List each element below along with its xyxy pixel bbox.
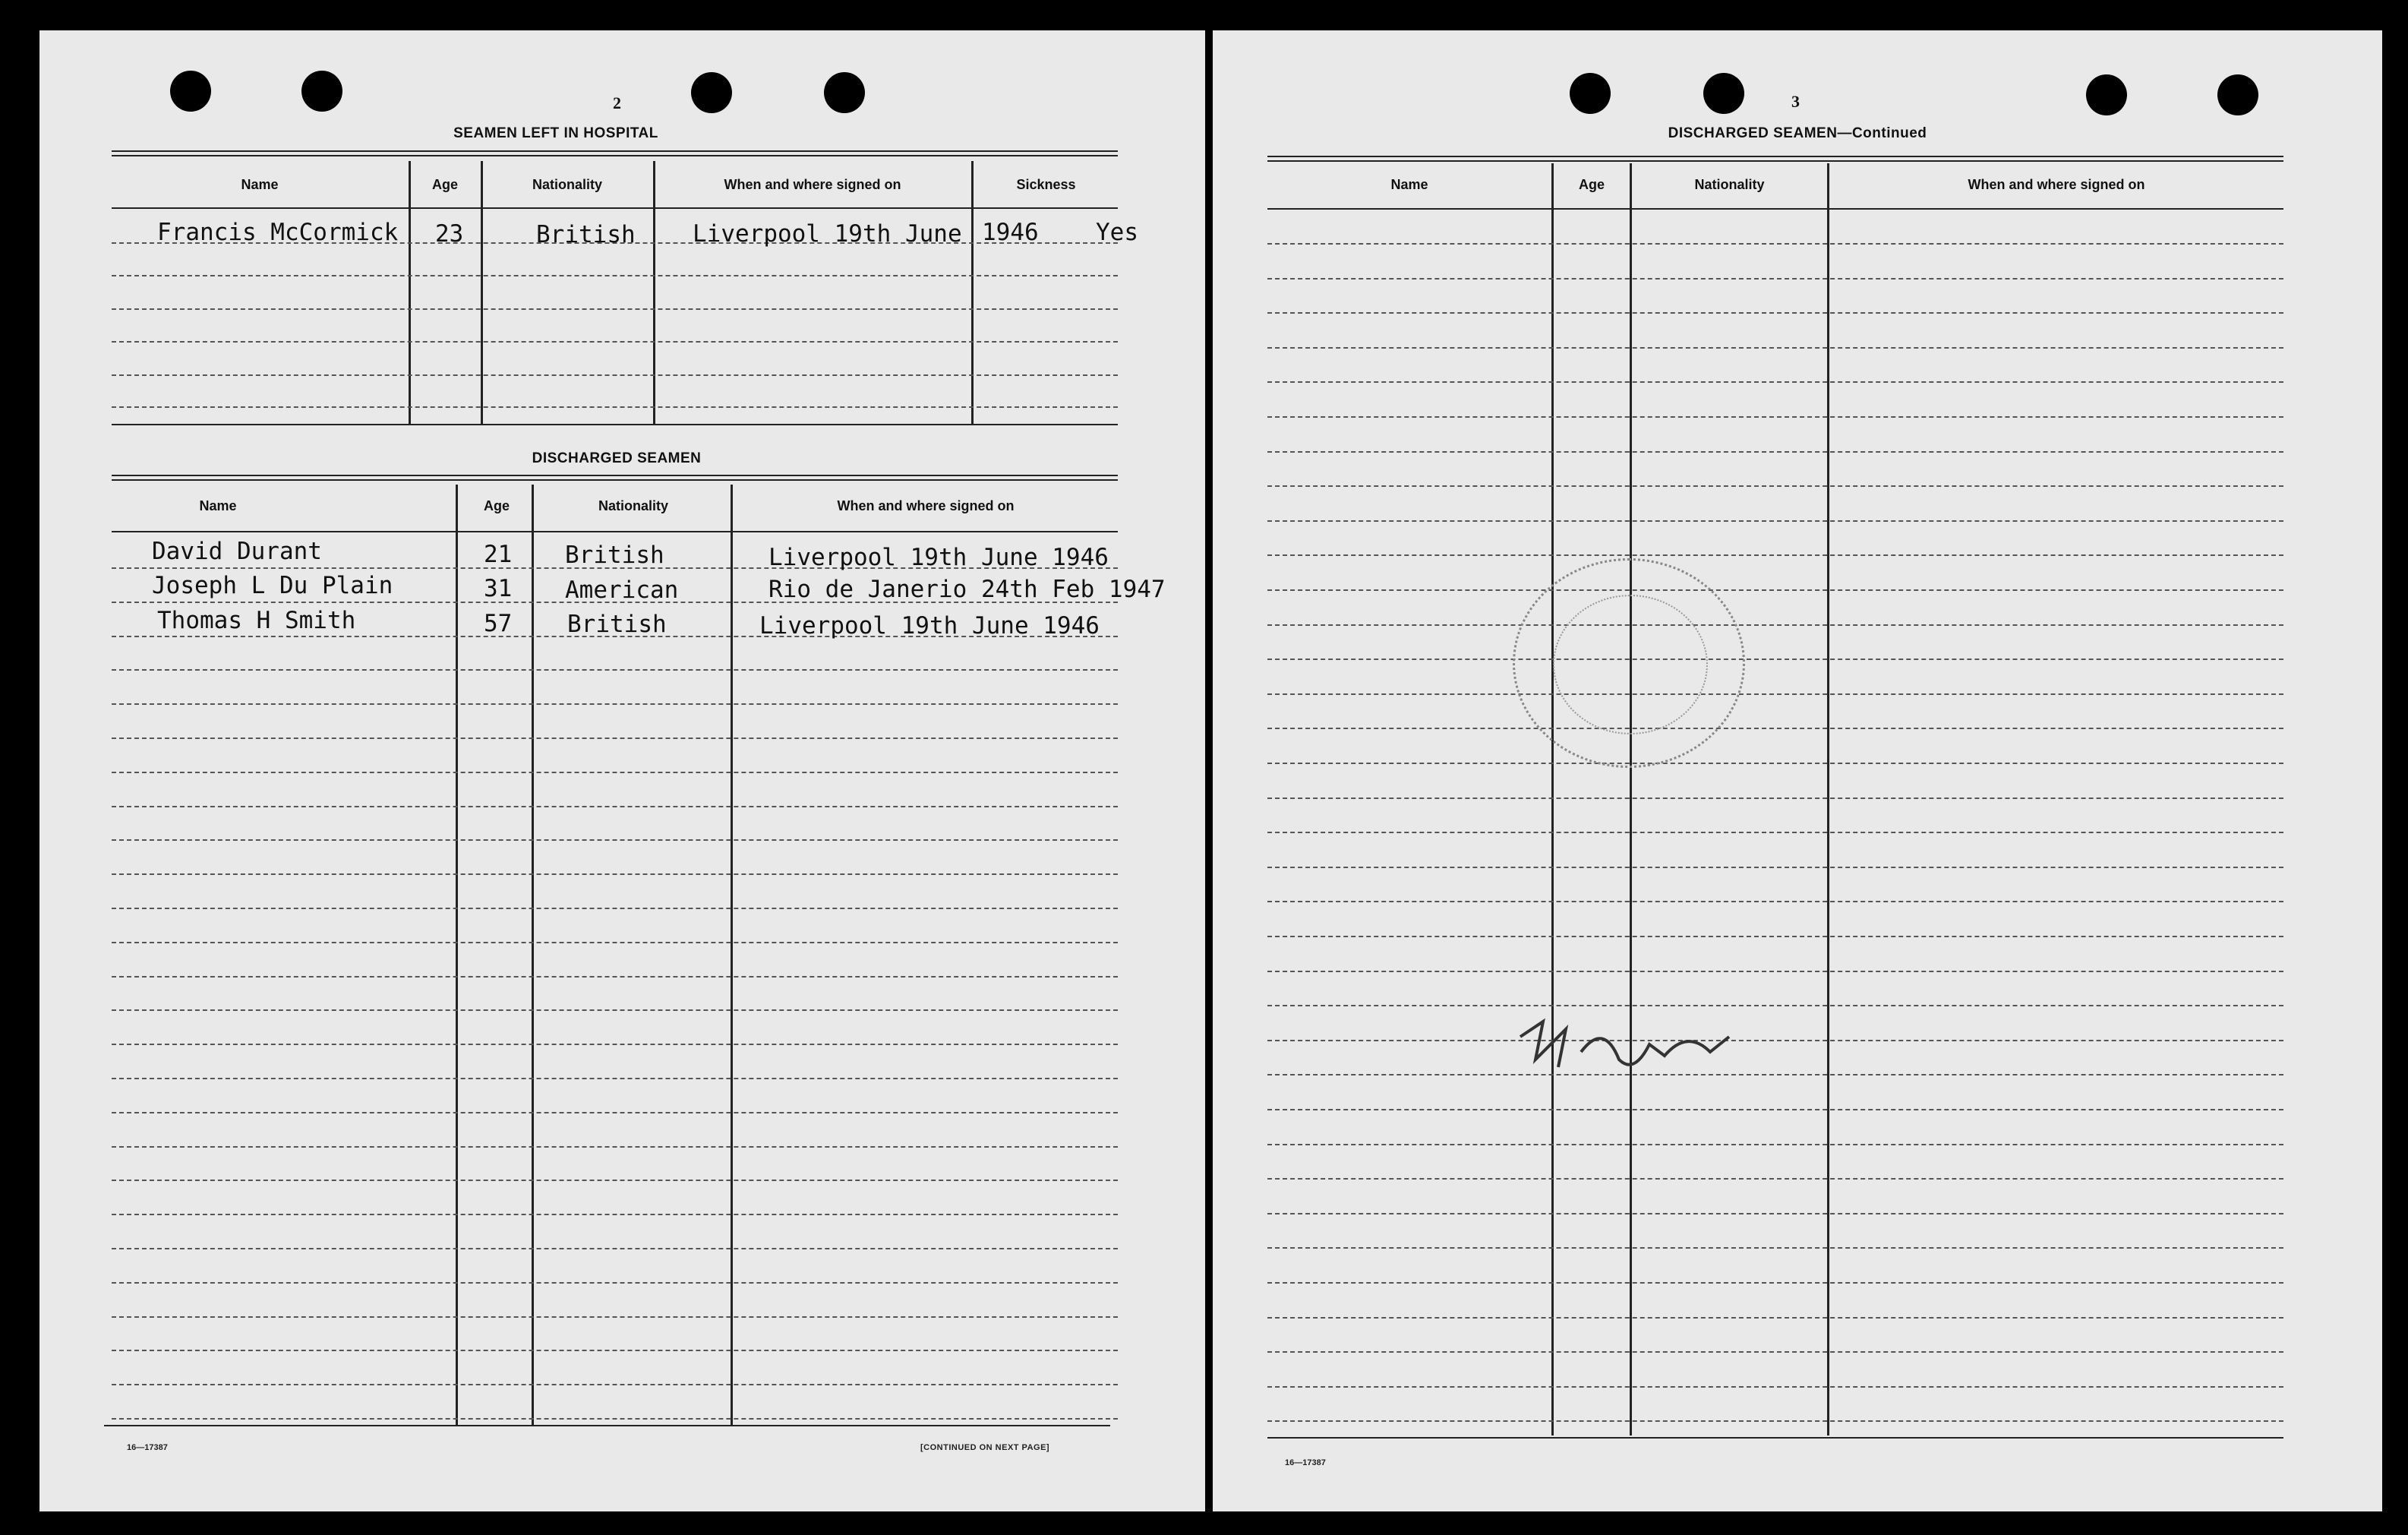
punch-hole bbox=[2217, 74, 2258, 115]
row-line bbox=[112, 1350, 1118, 1351]
row-line bbox=[1267, 243, 2283, 245]
row-line bbox=[1267, 763, 2283, 764]
column-divider bbox=[481, 161, 483, 425]
row-line bbox=[1267, 1109, 2283, 1110]
column-divider bbox=[409, 161, 411, 425]
row-line bbox=[112, 1384, 1118, 1385]
row-line bbox=[112, 873, 1118, 875]
page-number: 3 bbox=[1791, 92, 1800, 111]
hospital-row-name: Francis McCormick bbox=[157, 219, 399, 246]
col-header-age: Age bbox=[483, 498, 510, 513]
discharged-row-name: David Durant bbox=[152, 538, 322, 565]
discharged-row-name: Joseph L Du Plain bbox=[152, 572, 393, 599]
discharged-row-nationality: British bbox=[567, 611, 667, 638]
row-line bbox=[1267, 381, 2283, 383]
row-line bbox=[1267, 554, 2283, 556]
col-header-sickness: Sickness bbox=[1016, 177, 1076, 192]
row-line bbox=[1267, 589, 2283, 591]
discharged-row-name: Thomas H Smith bbox=[157, 607, 356, 634]
right-page bbox=[1213, 30, 2382, 1511]
circular-stamp bbox=[1513, 558, 1745, 768]
row-line bbox=[112, 839, 1118, 841]
column-divider bbox=[1827, 163, 1829, 1436]
punch-hole bbox=[170, 71, 211, 112]
row-line bbox=[112, 1214, 1118, 1215]
row-line bbox=[1267, 1282, 2283, 1284]
col-header-age: Age bbox=[1578, 177, 1605, 192]
row-line bbox=[112, 308, 1118, 310]
row-line bbox=[112, 942, 1118, 943]
discharged-row-signed-on: Liverpool 19th June 1946 bbox=[759, 612, 1100, 640]
row-line bbox=[112, 1009, 1118, 1011]
row-line bbox=[112, 669, 1118, 671]
row-line bbox=[112, 806, 1118, 807]
form-number: 16—17387 bbox=[127, 1443, 168, 1452]
rule bbox=[1267, 160, 2283, 162]
row-line bbox=[112, 275, 1118, 276]
punch-hole bbox=[824, 72, 865, 113]
row-line bbox=[112, 772, 1118, 773]
discharged-row-nationality: British bbox=[565, 542, 664, 569]
rule bbox=[112, 531, 1118, 532]
discharged-row-signed-on: Liverpool 19th June 1946 bbox=[768, 544, 1109, 571]
row-line bbox=[1267, 1351, 2283, 1353]
row-line bbox=[112, 1180, 1118, 1181]
form-number: 16—17387 bbox=[1285, 1458, 1326, 1467]
discharged-row-age: 21 bbox=[484, 541, 513, 568]
rule bbox=[112, 150, 1118, 152]
row-line bbox=[1267, 832, 2283, 833]
hospital-row-signed-on: Liverpool 19th June bbox=[693, 220, 962, 248]
column-divider bbox=[971, 161, 974, 425]
row-line bbox=[1267, 1247, 2283, 1249]
discharged-cont-title bbox=[1623, 125, 1972, 142]
column-divider bbox=[653, 161, 655, 425]
row-line bbox=[1267, 312, 2283, 314]
discharged-row-signed-on: Rio de Janerio 24th Feb 1947 bbox=[768, 576, 1166, 603]
col-header-age: Age bbox=[431, 177, 458, 192]
hospital-row-sickness-extra: Yes bbox=[1096, 219, 1138, 246]
punch-hole bbox=[1703, 73, 1744, 114]
row-line bbox=[112, 976, 1118, 978]
discharged-row-age: 31 bbox=[484, 575, 513, 602]
row-line bbox=[112, 1146, 1118, 1148]
row-line bbox=[1267, 1144, 2283, 1145]
row-line bbox=[1267, 901, 2283, 902]
row-line bbox=[112, 1044, 1118, 1045]
hospital-row-sickness: 1946 bbox=[982, 219, 1039, 246]
row-line bbox=[1267, 1317, 2283, 1319]
rule bbox=[104, 1425, 1110, 1426]
row-line bbox=[1267, 867, 2283, 868]
row-line bbox=[112, 1316, 1118, 1318]
discharged-section-title: DISCHARGED SEAMEN bbox=[532, 450, 702, 466]
continued-note: [CONTINUED ON NEXT PAGE] bbox=[920, 1443, 1050, 1452]
row-line bbox=[1267, 798, 2283, 799]
row-line bbox=[112, 1112, 1118, 1113]
discharged-cont-title-main: DISCHARGED SEAMEN bbox=[1668, 125, 1838, 141]
handwritten-signature bbox=[1513, 1006, 1741, 1075]
row-line bbox=[112, 1248, 1118, 1249]
row-line bbox=[1267, 971, 2283, 972]
row-line bbox=[1267, 1213, 2283, 1214]
left-page bbox=[39, 30, 1205, 1511]
col-header-nationality: Nationality bbox=[532, 177, 602, 192]
hospital-section-title: SEAMEN LEFT IN HOSPITAL bbox=[453, 125, 658, 141]
row-line bbox=[1267, 520, 2283, 522]
discharged-row-age: 57 bbox=[484, 610, 513, 637]
row-line bbox=[112, 703, 1118, 705]
rule bbox=[112, 424, 1118, 425]
punch-hole bbox=[301, 71, 342, 112]
col-header-name: Name bbox=[1390, 177, 1428, 192]
row-line bbox=[112, 1418, 1118, 1420]
rule bbox=[1267, 1437, 2283, 1439]
row-line bbox=[112, 1078, 1118, 1079]
row-line bbox=[1267, 1420, 2283, 1422]
hospital-row-age: 23 bbox=[435, 220, 464, 248]
rule bbox=[112, 479, 1118, 481]
col-header-signed-on: When and where signed on bbox=[724, 177, 901, 192]
page-number: 2 bbox=[613, 93, 621, 112]
row-line bbox=[112, 341, 1118, 343]
discharged-cont-title-suffix: —Continued bbox=[1837, 125, 1927, 141]
row-line bbox=[112, 737, 1118, 739]
punch-hole bbox=[691, 72, 732, 113]
col-header-signed-on: When and where signed on bbox=[1968, 177, 2145, 192]
row-line bbox=[1267, 278, 2283, 280]
row-line bbox=[112, 908, 1118, 909]
discharged-row-nationality: American bbox=[565, 576, 679, 604]
row-line bbox=[1267, 936, 2283, 937]
row-line bbox=[1267, 1074, 2283, 1075]
row-line bbox=[1267, 624, 2283, 626]
hospital-row-nationality: British bbox=[536, 221, 636, 248]
rule bbox=[112, 475, 1118, 476]
col-header-name: Name bbox=[199, 498, 237, 513]
punch-hole bbox=[2086, 74, 2127, 115]
row-line bbox=[1267, 693, 2283, 695]
column-divider bbox=[456, 485, 458, 1425]
row-line bbox=[1267, 728, 2283, 729]
col-header-nationality: Nationality bbox=[1694, 177, 1765, 192]
row-line bbox=[112, 1282, 1118, 1284]
row-line bbox=[1267, 1040, 2283, 1041]
row-line bbox=[112, 374, 1118, 376]
column-divider bbox=[1630, 163, 1632, 1436]
rule bbox=[112, 207, 1118, 209]
row-line bbox=[1267, 347, 2283, 349]
row-line bbox=[1267, 1178, 2283, 1180]
row-line bbox=[1267, 1005, 2283, 1006]
row-line bbox=[1267, 1386, 2283, 1388]
row-line bbox=[112, 406, 1118, 408]
row-line bbox=[1267, 485, 2283, 487]
col-header-signed-on: When and where signed on bbox=[837, 498, 1015, 513]
column-divider bbox=[731, 485, 733, 1425]
column-divider bbox=[532, 485, 534, 1425]
column-divider bbox=[1551, 163, 1554, 1436]
col-header-nationality: Nationality bbox=[598, 498, 668, 513]
rule bbox=[1267, 156, 2283, 157]
rule bbox=[1267, 208, 2283, 210]
row-line bbox=[1267, 416, 2283, 418]
circular-stamp-inner bbox=[1553, 595, 1708, 734]
rule bbox=[112, 155, 1118, 156]
col-header-name: Name bbox=[241, 177, 279, 192]
punch-hole bbox=[1570, 73, 1611, 114]
row-line bbox=[1267, 659, 2283, 660]
row-line bbox=[1267, 451, 2283, 453]
